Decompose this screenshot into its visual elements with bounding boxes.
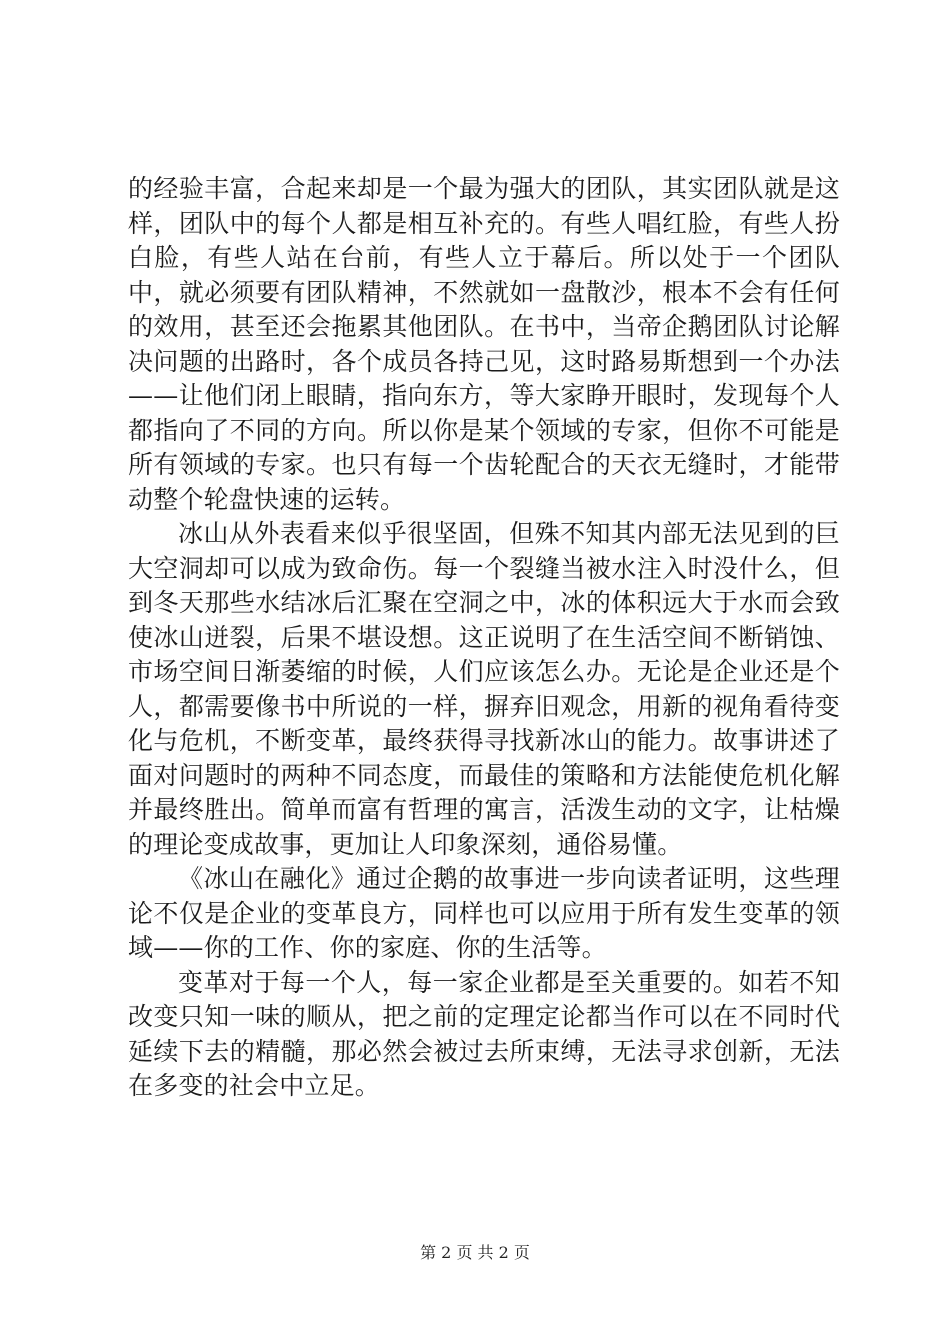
paragraph-continuation: 的经验丰富，合起来却是一个最为强大的团队，其实团队就是这样，团队中的每个人都是相互补充的。有些人唱红脸，有些人扮白脸，有些人站在台前，有些人立于幕后。所以处于一个团队中，就必须要有团队精神，不然就如一盘散沙，根本不会有任何的效用，甚至还会拖累其他团队。在书中，当帝企鹅团队讨论解决问题的出路时，各个成员各持己见，这时路易斯想到一个办法——让他们闭上眼睛，指向东方，等大家睁开眼时，发现每个人都指向了不同的方向。所以你是某个领域的专家，但你不可能是所有领域的专家。也只有每一个齿轮配合的天衣无缝时，才能带动整个轮盘快速的运转。 [128,174,840,514]
paragraph-iceberg: 冰山从外表看来似乎很坚固，但殊不知其内部无法见到的巨大空洞却可以成为致命伤。每一个裂缝当被水注入时没什么，但到冬天那些水结冰后汇聚在空洞之中，冰的体积远大于水而会致使冰山迸裂，后果不堪设想。这正说明了在生活空间不断销蚀、市场空间日渐萎缩的时候，人们应该怎么办。无论是企业还是个人，都需要像书中所说的一样，摒弃旧观念，用新的视角看待变化与危机，不断变革，最终获得寻找新冰山的能力。故事讲述了面对问题时的两种不同态度，而最佳的策略和方法能使危机化解并最终胜出。简单而富有哲理的寓言，活泼生动的文字，让枯燥的理论变成故事，更加让人印象深刻，通俗易懂。 [128,519,840,859]
page-number-footer: 第 2 页 共 2 页 [420,1243,530,1262]
paragraph-book-summary: 《冰山在融化》通过企鹅的故事进一步向读者证明，这些理论不仅是企业的变革良方，同样也可以应用于所有发生变革的领域——你的工作、你的家庭、你的生活等。 [128,864,840,962]
paragraph-conclusion: 变革对于每一个人，每一家企业都是至关重要的。如若不知改变只知一味的顺从，把之前的定理定论都当作可以在不同时代延续下去的精髓，那必然会被过去所束缚，无法寻求创新，无法在多变的社会中立足。 [128,967,840,1100]
document-body [128,172,840,1104]
